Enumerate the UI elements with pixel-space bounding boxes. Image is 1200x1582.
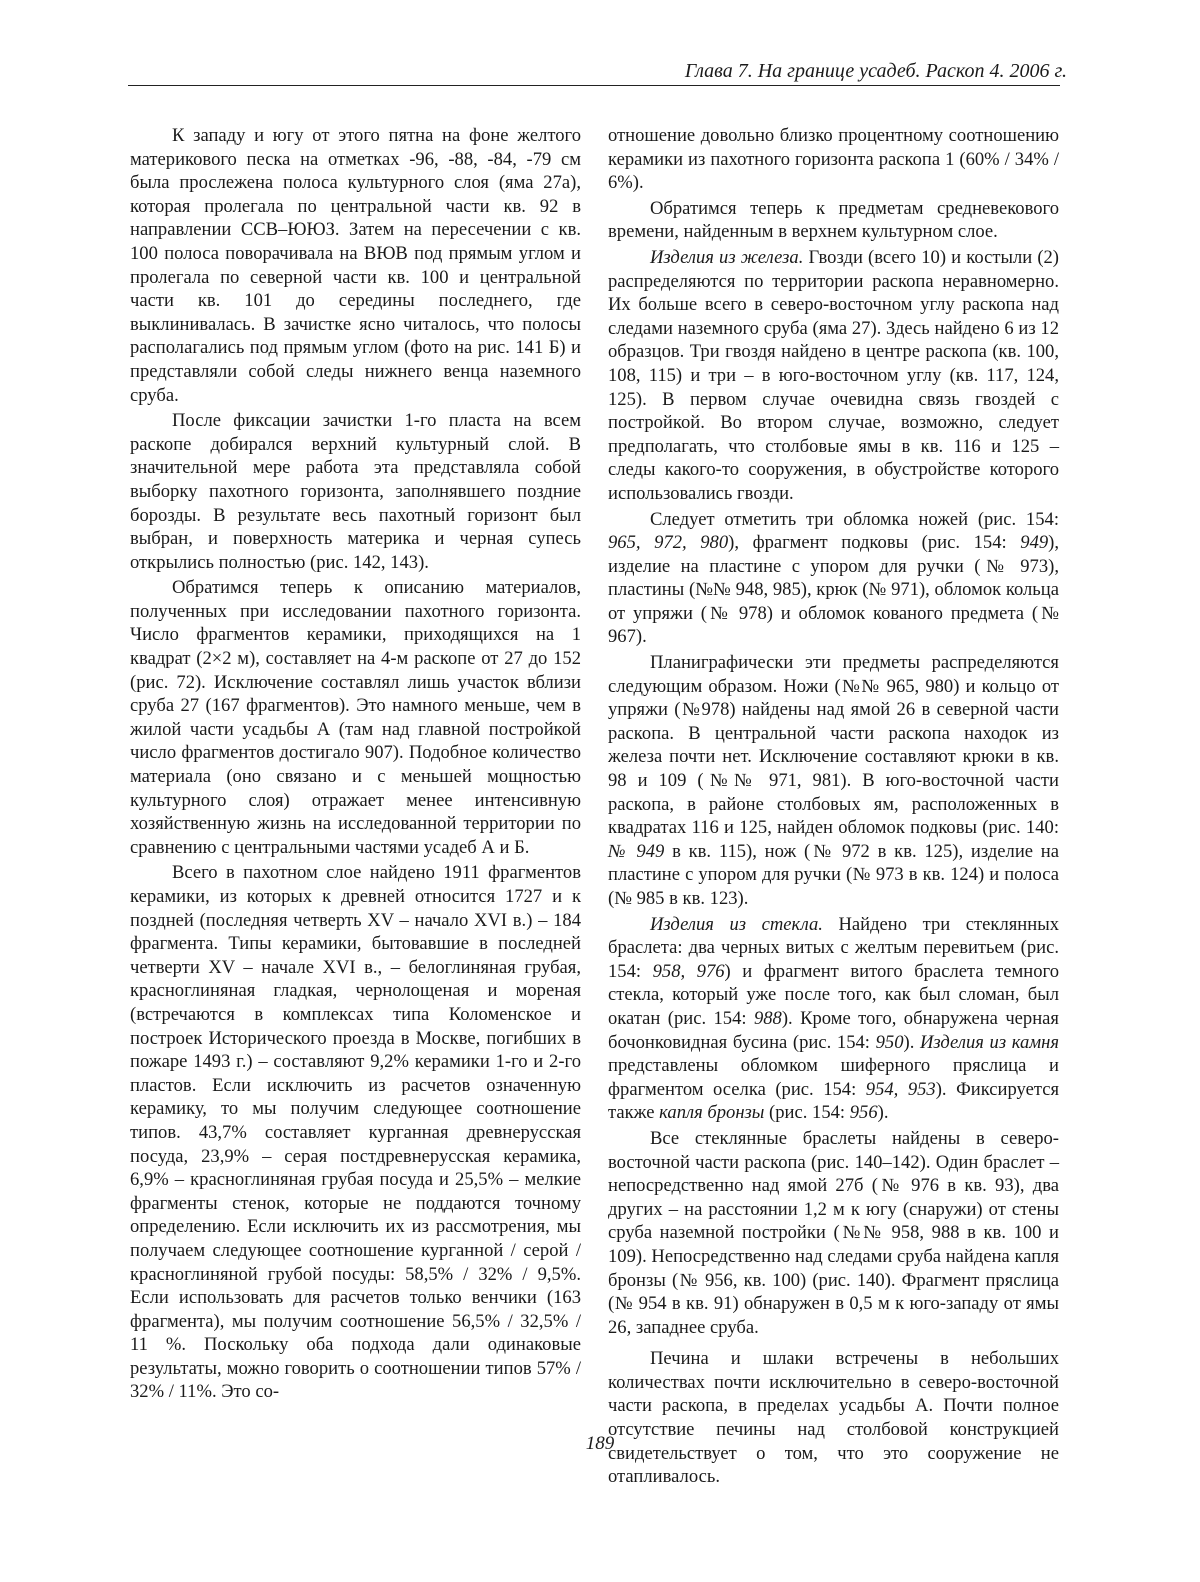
- header-rule: [128, 85, 1060, 86]
- figure-ref: 988: [753, 1007, 782, 1029]
- paragraph: К западу и югу от этого пятна на фоне желтого материкового песка на отметках -96, -88, -84, -79 см была прослежена полоса культурного слоя (яма 27а), которая пролегала по центральной части кв. 92 в направлении ССВ–ЮЮЗ. Затем на пересечении с кв. 100 полоса поворачивала на ВЮВ под прямым углом и пролегала по северной части кв. 100 и центральной части кв. 101 до середины последнего, где выклинивалась. В зачистке ясно читалось, что полосы располагались под прямым углом (фото на рис. 141 Б) и представляли собой следы нижнего венца наземного сруба.: [130, 125, 581, 406]
- paragraph: После фиксации зачистки 1-го пласта на всем раскопе добирался верхний культурный слой. В значительной мере работа эта представляла собой выборку пахотного горизонта, заполнявшего поздние борозды. В результате весь пахотный горизонт был выбран, и поверхность материка и черная супесь открылись полностью (рис. 142, 143).: [130, 410, 581, 573]
- section-title-stone: Изделия из камня: [919, 1031, 1059, 1053]
- paragraph: Обратимся теперь к описанию материалов, полученных при исследовании пахотного горизонта. Число фрагментов керамики, приходящихся на 1 квадрат (2×2 м), составляет на 4-м раскопе от 27 до 152 (рис. 72). Исключение составлял лишь участок вблизи сруба 27 (167 фрагментов). Это намного меньше, чем в жилой части усадьбы А (там над главной постройкой число фрагментов достигало 907). Подобное количество материала (оно связано и с меньшей мощностью культурного слоя) отражает менее интенсивную хозяйственную жизнь на исследованной территории по сравнению с центральными частями усадеб А и Б.: [130, 577, 581, 858]
- page-number: 189: [585, 1433, 615, 1454]
- paragraph-text: (рис. 154:: [764, 1102, 850, 1124]
- paragraph-text: Найдено три стеклянных браслета: два черных витых с желтым перевитьем (рис. 154:: [608, 913, 1059, 982]
- paragraph: Обратимся теперь к предметам средневекового времени, найденным в верхнем культурном слое.: [608, 197, 1059, 243]
- figure-ref: 954, 953: [865, 1078, 936, 1100]
- paragraph-iron-list: [608, 508, 1059, 650]
- figure-ref: 956: [849, 1102, 878, 1124]
- left-column: [130, 124, 581, 1404]
- paragraph-text: Планиграфически эти предметы распределяются следующим образом. Ножи (№№ 965, 980) и кольцо от упряжи (№978) найдены над ямой 26 в северной части раскопа. В центральной части раскопа находок из железа почти нет. Исключение составляют крюки в кв. 98 и 109 (№№ 971, 981). В юго-восточной части раскопа, в районе столбовых ям, расположенных в квадратах 116 и 125, найден обломок подковы (рис. 140:: [608, 652, 1059, 839]
- figure-ref: 958, 976: [652, 960, 725, 982]
- section-title-bronze: капля бронзы: [659, 1102, 765, 1124]
- paragraph: Всего в пахотном слое найдено 1911 фрагментов керамики, из которых к древней относится 1727 и к поздней (последняя четверть XV – начало XVI в.) – 184 фрагмента. Типы керамики, бытовавшие в последней четверти XV – начале XVI в., – белоглиняная грубая, красноглиняная гладкая, чернолощеная и мореная (встречаются в комплексах типа Коломенское и построек Исторического проезда в Москве, погибших в пожаре 1493 г.) – составляют 9,2% керамики 1-го и 2-го пластов. Если исключить из расчетов означенную керамику, то мы получим следующее соотношение типов. 43,7% составляет курганная древнерусская посуда, 23,9% – серая постдревнерусская керамика, 6,9% – красноглиняная грубая посуда и 25,5% – мелкие фрагменты стенок, которые не поддаются точному определению. Если исключить их из рассмотрения, мы получаем следующее соотношение курганной / серой / красноглиняной грубой посуды: 58,5% / 32% / 9,5%. Если использовать для расчетов только венчики (163 фрагмента), мы получим соотношение 56,5% / 32,5% / 11 %. Поскольку оба подхода дали одинаковые результаты, можно говорить о соотношении типов 57% / 32% / 11%. Это со-: [130, 862, 581, 1403]
- paragraph: Все стеклянные браслеты найдены в северо-восточной части раскопа (рис. 140–142). Один браслет – непосредственно над ямой 27б (№ 976 в кв. 93), два других – на расстоянии 1,2 м к югу (снаружи) от стены сруба наземной постройки (№№ 958, 988 в кв. 100 и 109). Непосредственно над следами сруба найдена капля бронзы (№ 956, кв. 100) (рис. 140). Фрагмент пряслица (№ 954 в кв. 91) обнаружен в 0,5 м к юго-западу от ямы 26, западнее сруба.: [608, 1127, 1059, 1338]
- paragraph-text: ) и фрагмент витого браслета темного стекла, который уже после того, как был сломан, был окатан (рис. 154:: [608, 960, 1059, 1029]
- figure-ref: № 949: [608, 840, 665, 862]
- paragraph-text: ). Кроме того, обнаружена черная бочонковидная бусина (рис. 154:: [608, 1007, 1059, 1053]
- paragraph-continued: отношение довольно близко процентному соотношению керамики из пахотного горизонта раскопа 1 (60% / 34% / 6%).: [608, 125, 1059, 194]
- paragraph-text: ).: [903, 1031, 920, 1053]
- figure-ref: 965, 972, 980: [608, 532, 729, 554]
- paragraph-text: представлены обломком шиферного пряслица и фрагментом оселка (рис. 154:: [608, 1055, 1059, 1100]
- paragraph-text: ), фрагмент подковы (рис. 154:: [728, 532, 1021, 554]
- paragraph-text: ), изделие на пластине с упором для ручки (№ 973), пластины (№№ 948, 985), крюк (№ 971), обломок кольца от упряжи (№ 978) и обломок кованого предмета (№ 967).: [608, 532, 1059, 648]
- paragraph-planigraphy: [608, 651, 1059, 911]
- paragraph-glass-items: [608, 913, 1059, 1125]
- section-title-glass: Изделия из стекла.: [650, 913, 823, 935]
- paragraph-text: в кв. 115), нож (№ 972 в кв. 125), изделие на пластине с упором для ручки (№ 973 в кв. 124) и полоса (№ 985 в кв. 123).: [608, 840, 1059, 909]
- right-column: [608, 124, 1059, 1489]
- figure-ref: 949: [1020, 532, 1049, 554]
- section-title-iron: Изделия из железа.: [650, 246, 804, 268]
- paragraph-text: ). Фиксируется также: [608, 1078, 1060, 1124]
- paragraph-text: Следует отметить три обломка ножей (рис. 154:: [650, 508, 1059, 530]
- paragraph: Печина и шлаки встречены в небольших количествах почти исключительно в северо-восточной части раскопа, в пределах усадьбы А. Почти полное отсутствие печины над столбовой конструкцией свидетельствует о том, что это сооружение не отапливалось.: [608, 1348, 1059, 1488]
- paragraph-text: Гвозди (всего 10) и костыли (2) распределяются по территории раскопа неравномерно. Их больше всего в северо-восточном углу раскопа над следами наземного сруба (яма 27). Здесь найдено 6 из 12 образцов. Три гвоздя найдено в центре раскопа (кв. 100, 108, 115) и три – в юго-восточном углу (кв. 117, 124, 125). В первом случае очевидна связь гвоздей с постройкой. Во втором случае, возможно, следует предполагать, что столбовые ямы в кв. 116 и 125 – следы какого-то сооружения, в обустройстве которого использовались гвозди.: [608, 246, 1059, 504]
- running-header: Глава 7. На границе усадеб. Раскоп 4. 2006 г.: [684, 60, 1067, 82]
- paragraph-iron-items: [608, 246, 1059, 506]
- paragraph-text: ).: [877, 1102, 889, 1124]
- figure-ref: 950: [875, 1031, 904, 1053]
